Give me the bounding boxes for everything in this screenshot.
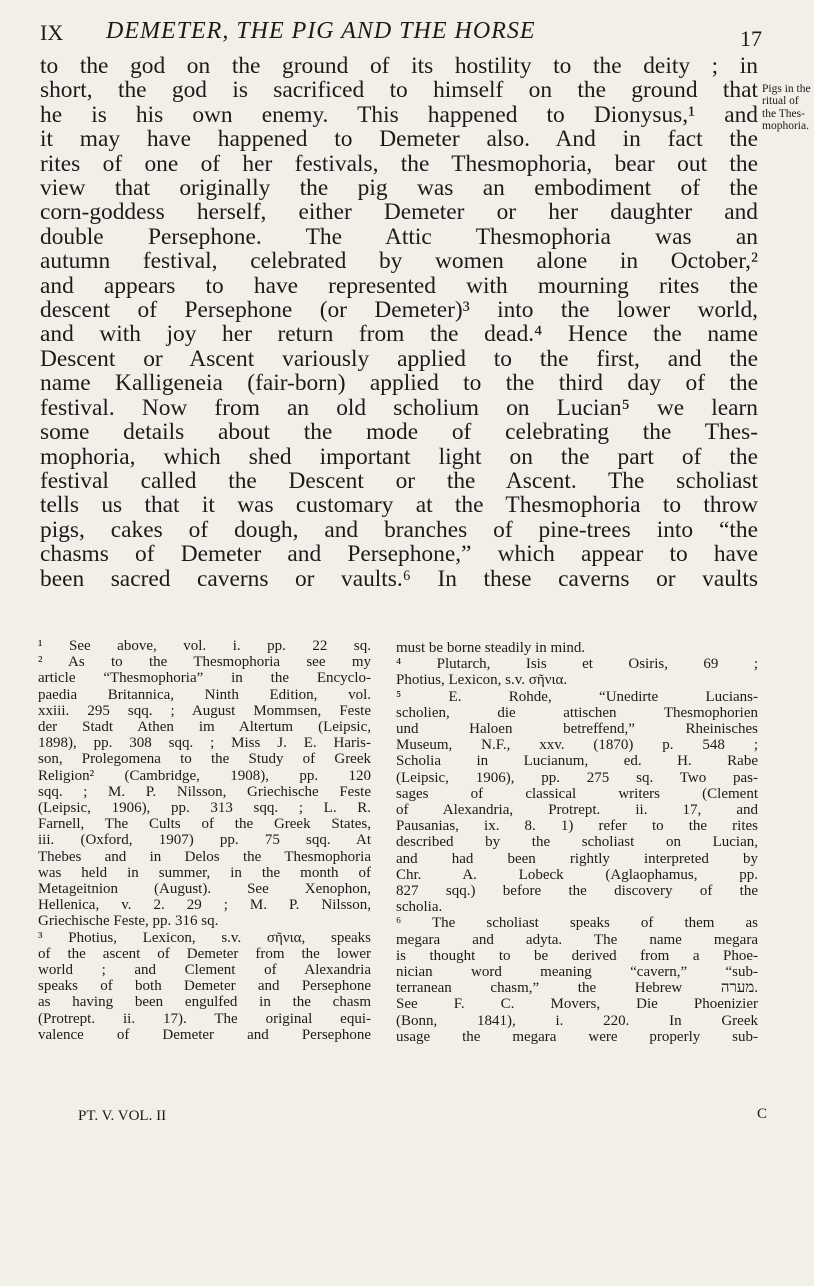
footnote-line: Photius, Lexicon, s.v. σῆνια. <box>396 672 568 689</box>
footnote-line: Museum, N.F., xxv. (1870) p. 548 ; <box>396 737 758 754</box>
footnote-line: ⁴ Plutarch, Isis et Osiris, 69 ; <box>396 656 758 673</box>
footnote-line: sages of classical writers (Clement <box>396 785 758 802</box>
body-line: he is his own enemy. This happened to Dionysus,¹ and <box>40 101 758 128</box>
footnote-line: must be borne steadily in mind. <box>396 640 586 656</box>
footnote-line: son, Prolegomena to the Study of Greek <box>38 751 371 768</box>
body-line: some details about the mode of celebrating the Thes- <box>40 419 758 446</box>
body-line: descent of Persephone (or Demeter)³ into the lower world, <box>40 297 758 324</box>
footnote-line: Chr. A. Lobeck (Aglaophamus, pp. <box>396 866 758 883</box>
footnote-line: Griechische Feste, pp. 316 sq. <box>38 913 219 930</box>
footnote-line: (Leipsic, 1906), pp. 275 sq. Two pas- <box>396 769 758 786</box>
footnote-line: was held in summer, in the month of <box>38 864 371 881</box>
body-line: name Kalligeneia (fair-born) applied to the third day of the <box>40 370 758 397</box>
footnote-line: of Alexandria, Protrept. ii. 17, and <box>396 802 758 819</box>
main-text <box>40 54 758 591</box>
body-line: pigs, cakes of dough, and branches of pine-trees into “the <box>40 516 758 543</box>
running-header <box>40 12 762 52</box>
body-line: chasms of Demeter and Persephone,” which appear to have <box>40 541 758 568</box>
footnote-line: nician word meaning “cavern,” “sub- <box>396 964 758 981</box>
footnote-line: (Leipsic, 1906), pp. 313 sqq. ; L. R. <box>38 800 371 817</box>
body-line: view that originally the pig was an embodiment of the <box>40 175 758 202</box>
body-line: festival called the Descent or the Ascent. The scholiast <box>40 467 758 494</box>
body-line: short, the god is sacrificed to himself on the ground that <box>40 77 758 104</box>
footnote-line: valence of Demeter and Persephone <box>38 1026 371 1043</box>
footnote-line: 827 sqq.) before the discovery of the <box>396 883 758 900</box>
page-number: 17 <box>740 26 762 51</box>
footnote-line: Farnell, The Cults of the Greek States, <box>38 816 371 833</box>
body-line: tells us that it was customary at the Thesmophoria to throw <box>40 492 758 519</box>
footnote-line: und Haloen betreffend,” Rheinisches <box>396 721 758 738</box>
footnote-line: Metageitnion (August). See Xenophon, <box>38 881 371 898</box>
footnote-line: as having been engulfed in the chasm <box>38 994 371 1011</box>
margin-note-line: mophoria. <box>762 120 809 133</box>
chapter-number: IX <box>40 20 64 45</box>
body-line: Descent or Ascent variously applied to the first, and the <box>40 345 758 372</box>
footnote-line: Hellenica, v. 2. 29 ; M. P. Nilsson, <box>38 897 371 914</box>
footnote-line: Thebes and in Delos the Thesmophoria <box>38 848 371 865</box>
footnote-line: paedia Britannica, Ninth Edition, vol. <box>38 686 371 703</box>
footnote-line: of the ascent of Demeter from the lower <box>38 945 371 962</box>
footnote-line: Scholia in Lucianum, ed. H. Rabe <box>396 753 758 770</box>
body-line: festival. Now from an old scholium on Lucian⁵ we learn <box>40 394 758 421</box>
body-line: and appears to have represented with mourning rites the <box>40 272 758 299</box>
footnote-line: (Protrept. ii. 17). The original equi- <box>38 1010 371 1027</box>
body-line: rites of one of her festivals, the Thesmophoria, bear out the <box>40 150 758 177</box>
footnote-line: 1898), pp. 308 sqq. ; Miss J. E. Haris- <box>38 735 371 752</box>
body-line: double Persephone. The Attic Thesmophoria was an <box>40 223 758 250</box>
footnote-line: described by the scholiast on Lucian, <box>396 834 758 851</box>
body-line: autumn festival, celebrated by women alone in October,² <box>40 248 758 275</box>
footnote-line: Pausanias, ix. 8. 1) refer to the rites <box>396 818 758 835</box>
footnote-line: See F. C. Movers, Die Phoenizier <box>396 996 758 1013</box>
footnote-line: ³ Photius, Lexicon, s.v. σῆνια, speaks <box>38 929 371 946</box>
signature-mark: PT. V. VOL. II <box>78 1108 167 1124</box>
footnote-line: (Bonn, 1841), i. 220. In Greek <box>396 1012 758 1029</box>
footnote-line: ¹ See above, vol. i. pp. 22 sq. <box>38 638 371 654</box>
running-title: DEMETER, THE PIG AND THE HORSE <box>106 18 536 44</box>
body-line: and with joy her return from the dead.⁴ Hence the name <box>40 321 758 348</box>
footnote-line: terranean chasm,” the Hebrew מערה. <box>396 980 758 997</box>
margin-note-line: the Thes- <box>762 107 805 120</box>
footnote-line: xxiii. 295 sqq. ; August Mommsen, Feste <box>38 702 371 719</box>
margin-note-line: Pigs in the <box>762 83 811 95</box>
footnote-line: iii. (Oxford, 1907) pp. 75 sqq. At <box>38 832 371 849</box>
footnote-line: and had been rightly interpreted by <box>396 850 758 867</box>
footnote-line: Religion² (Cambridge, 1908), pp. 120 <box>38 767 371 784</box>
footnotes-right-column <box>396 640 758 1045</box>
footnote-line: ² As to the Thesmophoria see my <box>38 654 371 671</box>
body-line: corn-goddess herself, either Demeter or her daughter and <box>40 199 758 226</box>
footnote-line: scholien, die attischen Thesmophorien <box>396 704 758 721</box>
footnote-line: is thought to be derived from a Phoe- <box>396 947 758 964</box>
footnote-line: ⁵ E. Rohde, “Unedirte Lucians- <box>396 688 758 705</box>
footnote-line: article “Thesmophoria” in the Encyclo- <box>38 670 371 687</box>
margin-note-line: ritual of <box>762 95 799 108</box>
footnote-line: megara and adyta. The name megara <box>396 931 758 948</box>
footnote-line: der Stadt Athen im Altertum (Leipsic, <box>38 719 371 736</box>
footnote-line: speaks of both Demeter and Persephone <box>38 978 371 995</box>
footnote-line: ⁶ The scholiast speaks of them as <box>396 915 758 932</box>
footnote-line: sqq. ; M. P. Nilsson, Griechische Feste <box>38 783 371 800</box>
body-line: been sacred caverns or vaults.⁶ In these caverns or vaults <box>40 565 758 592</box>
body-line: to the god on the ground of its hostility to the deity ; in <box>40 53 758 79</box>
body-line: mophoria, which shed important light on the part of the <box>40 443 758 470</box>
margin-note <box>762 83 814 133</box>
footnotes-left-column <box>38 638 371 1043</box>
signature-letter: C <box>757 1106 768 1122</box>
footnote-line: world ; and Clement of Alexandria <box>38 962 371 979</box>
footnote-line: scholia. <box>396 899 443 916</box>
body-line: it may have happened to Demeter also. And in fact the <box>40 126 758 153</box>
footnote-line: usage the megara were properly sub- <box>396 1028 758 1045</box>
